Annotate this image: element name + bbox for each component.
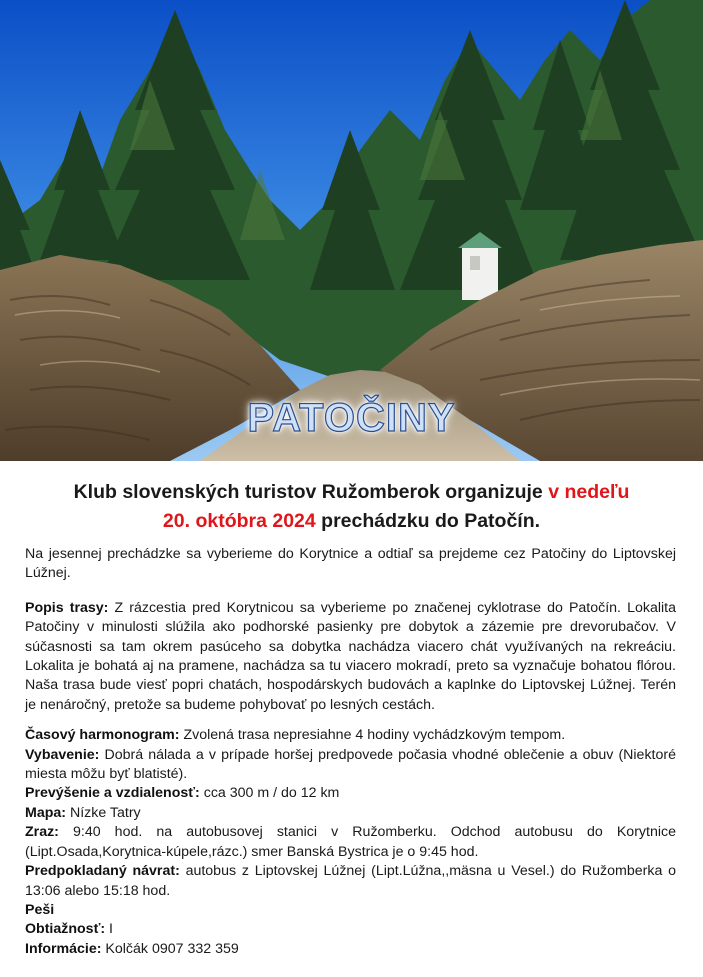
heading-organizer: Klub slovenských turistov Ružomberok organizuje	[73, 481, 549, 503]
detail-label: Vybavenie:	[25, 746, 100, 763]
landscape-illustration	[0, 0, 703, 461]
detail-meeting	[25, 823, 676, 862]
detail-value: 9:40 hod. na autobusovej stanici v Ružomberku. Odchod autobusu do Korytnice (Lipt.Osada,Korytnica-kúpele,rázc.) smer Banská Bystrica je o 9:45 hod.	[25, 824, 676, 860]
detail-value: Dobrá nálada a v prípade horšej predpovede počasia vhodné oblečenie a obuv (Niektoré miesta môžu byť blatisté).	[25, 746, 676, 783]
route-text: Z rázcestia pred Korytnicou sa vyberieme po značenej cyklotrase do Patočín. Lokalita Patočiny v minulosti slúžila ako podhorské pasienky pre dobytok a zázemie pre drevorubačov. V súčasnosti sa tam okrem pasúceho sa dobytka nachádza viacero chát využívaných na rekreáciu. Lokalita je bohatá aj na pramene, nachádza sa tu viacero mokradí, preto sa vyznačuje bohatou flórou. Naša trasa bude viesť popri chatách, hospodárskych budovách a kaplnke do Liptovskej Lúžnej. Terén je nenáročný, pretože sa budeme pohybovať po lesných cestách.	[25, 599, 676, 713]
event-details	[25, 545, 676, 959]
detail-value: Kolčák 0907 332 359	[101, 940, 239, 957]
heading-date: 20. októbra 2024	[162, 510, 316, 532]
route-label: Popis trasy:	[25, 599, 109, 616]
detail-difficulty	[25, 920, 676, 939]
detail-label: Peši	[25, 901, 55, 918]
detail-label: Časový harmonogram:	[25, 727, 180, 744]
detail-map	[25, 804, 676, 823]
intro-paragraph: Na jesennej prechádzke sa vyberieme do Korytnice a odtiaľ sa prejdeme cez Patočiny do Liptovskej Lúžnej.	[25, 546, 676, 582]
detail-equipment	[25, 746, 676, 785]
detail-contact	[25, 940, 676, 959]
detail-schedule	[25, 726, 676, 745]
detail-label: Obtiažnosť:	[25, 921, 106, 938]
route-description	[25, 599, 676, 715]
detail-label: Prevýšenie a vzdialenosť:	[25, 785, 200, 802]
detail-value: cca 300 m / do 12 km	[199, 785, 340, 802]
heading-day: v nedeľu	[548, 481, 630, 503]
detail-return	[25, 862, 676, 901]
detail-value: I	[105, 921, 113, 938]
detail-elevation-distance	[25, 784, 676, 803]
detail-value: Nízke Tatry	[66, 804, 141, 821]
detail-label: Zraz:	[25, 824, 59, 841]
detail-label: Mapa:	[25, 804, 66, 821]
detail-value: Zvolená trasa nepresiahne 4 hodiny vychádzkovým tempom.	[179, 727, 566, 744]
heading-event: prechádzku do Patočín.	[315, 510, 541, 532]
detail-label: Predpokladaný návrat:	[25, 863, 180, 880]
detail-value: autobus z Liptovskej Lúžnej (Lipt.Lúžna,,mäsna u Vesel.) do Ružomberka o 13:06 alebo 15:18 hod.	[25, 863, 676, 899]
hero-photo	[0, 0, 703, 461]
detail-label: Informácie:	[25, 940, 102, 957]
detail-on-foot	[25, 901, 676, 920]
hero-title: PATOČINY	[247, 396, 456, 440]
event-heading	[20, 478, 683, 536]
